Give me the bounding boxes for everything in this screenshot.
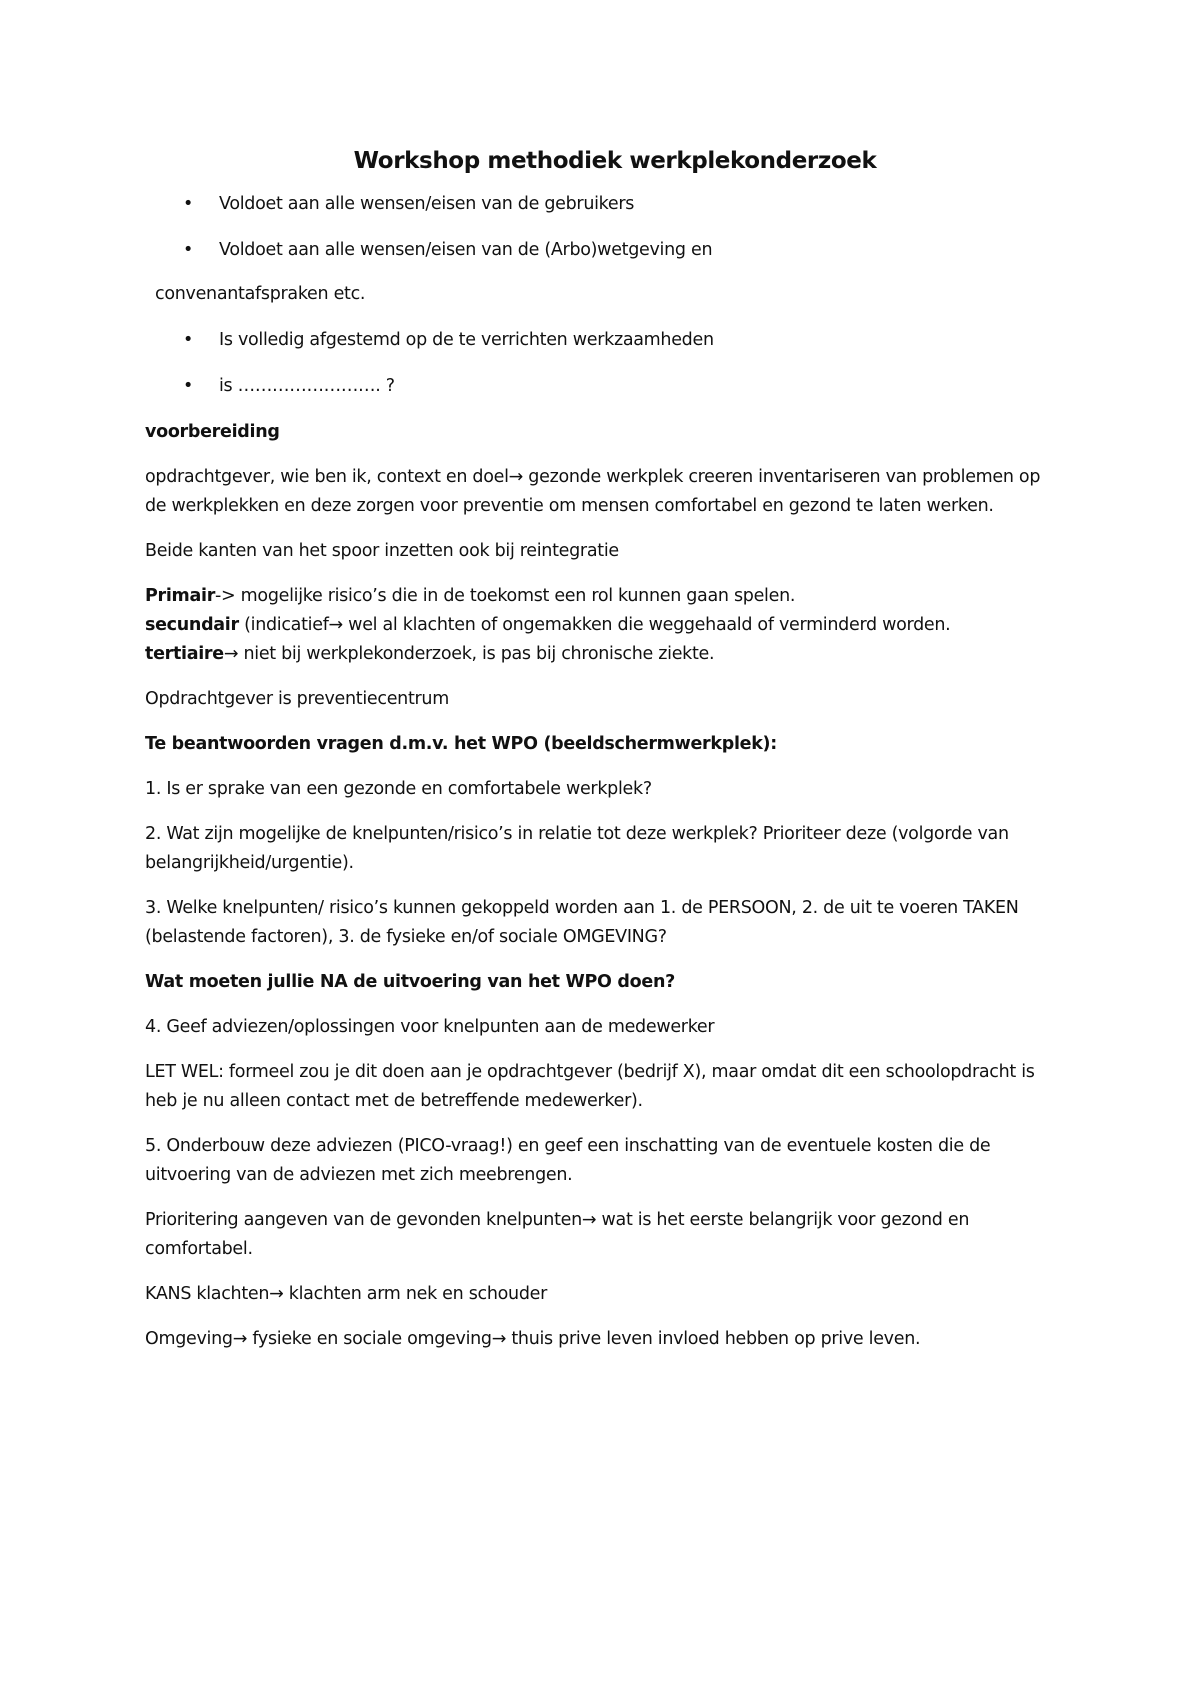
secundair-text: (indicatief→ wel al klachten of ongemakken die weggehaald of verminderd worden. <box>238 615 951 635</box>
section-heading-voorbereiding: voorbereiding <box>145 422 280 442</box>
question-4: 4. Geef adviezen/oplossingen voor knelpunten aan de medewerker <box>145 1017 715 1037</box>
document-body <box>145 146 1065 1370</box>
requirements-list <box>145 190 1065 265</box>
primair-label: Primair <box>145 586 216 606</box>
bullet-icon: • <box>183 376 194 396</box>
bullet-icon: • <box>183 240 194 260</box>
list-continuation: convenantafspraken etc. <box>155 284 366 304</box>
secundair-label: secundair <box>145 615 239 635</box>
prevention-levels <box>145 582 1065 669</box>
paragraph-preventiecentrum: Opdrachtgever is preventiecentrum <box>145 689 449 709</box>
paragraph-omgeving: Omgeving→ fysieke en sociale omgeving→ thuis prive leven invloed hebben op prive leven. <box>145 1329 921 1349</box>
question-5: 5. Onderbouw deze adviezen (PICO-vraag!) en geef een inschatting van de eventuele kosten die de uitvoering van de adviezen met zich meebrengen. <box>145 1136 991 1185</box>
paragraph-beide-kanten: Beide kanten van het spoor inzetten ook bij reintegratie <box>145 541 619 561</box>
list-item-text: is ……………………. ? <box>219 376 395 396</box>
primair-text: -> mogelijke risico’s die in de toekomst een rol kunnen gaan spelen. <box>215 586 796 606</box>
list-item <box>145 326 1065 355</box>
paragraph-kans-klachten: KANS klachten→ klachten arm nek en schouder <box>145 1284 547 1304</box>
list-item <box>145 190 1065 219</box>
bullet-icon: • <box>183 194 194 214</box>
paragraph-prioritering: Prioritering aangeven van de gevonden knelpunten→ wat is het eerste belangrijk voor gezond en comfortabel. <box>145 1210 970 1259</box>
prevention-tertiaire <box>145 640 1065 669</box>
bullet-icon: • <box>183 330 194 350</box>
list-item <box>145 372 1065 401</box>
paragraph-let-wel: LET WEL: formeel zou je dit doen aan je opdrachtgever (bedrijf X), maar omdat dit een schoolopdracht is heb je nu alleen contact met de betreffende medewerker). <box>145 1062 1035 1111</box>
list-item-text: Voldoet aan alle wensen/eisen van de gebruikers <box>219 194 635 214</box>
section-heading-na-wpo: Wat moeten jullie NA de uitvoering van het WPO doen? <box>145 972 675 992</box>
requirements-list-continued <box>145 326 1065 401</box>
list-item-text: Voldoet aan alle wensen/eisen van de (Arbo)wetgeving en <box>219 240 713 260</box>
section-heading-vragen: Te beantwoorden vragen d.m.v. het WPO (beeldschermwerkplek): <box>145 734 777 754</box>
tertiaire-text: → niet bij werkplekonderzoek, is pas bij chronische ziekte. <box>223 644 715 664</box>
tertiaire-label: tertiaire <box>145 644 224 664</box>
list-item <box>145 236 1065 265</box>
list-item-text: Is volledig afgestemd op de te verrichten werkzaamheden <box>219 330 714 350</box>
question-1: 1. Is er sprake van een gezonde en comfortabele werkplek? <box>145 779 652 799</box>
question-2: 2. Wat zijn mogelijke de knelpunten/risico’s in relatie tot deze werkplek? Prioriteer deze (volgorde van belangrijkheid/urgentie). <box>145 824 1009 873</box>
prevention-primair <box>145 582 1065 611</box>
question-3: 3. Welke knelpunten/ risico’s kunnen gekoppeld worden aan 1. de PERSOON, 2. de uit te voeren TAKEN (belastende factoren), 3. de fysieke en/of sociale OMGEVING? <box>145 898 1019 947</box>
prevention-secundair <box>145 611 1065 640</box>
paragraph-opdrachtgever: opdrachtgever, wie ben ik, context en doel→ gezonde werkplek creeren inventariseren van problemen op de werkplekken en deze zorgen voor preventie om mensen comfortabel en gezond te laten werken. <box>145 467 1041 516</box>
page-title: Workshop methodiek werkplekonderzoek <box>353 148 877 174</box>
